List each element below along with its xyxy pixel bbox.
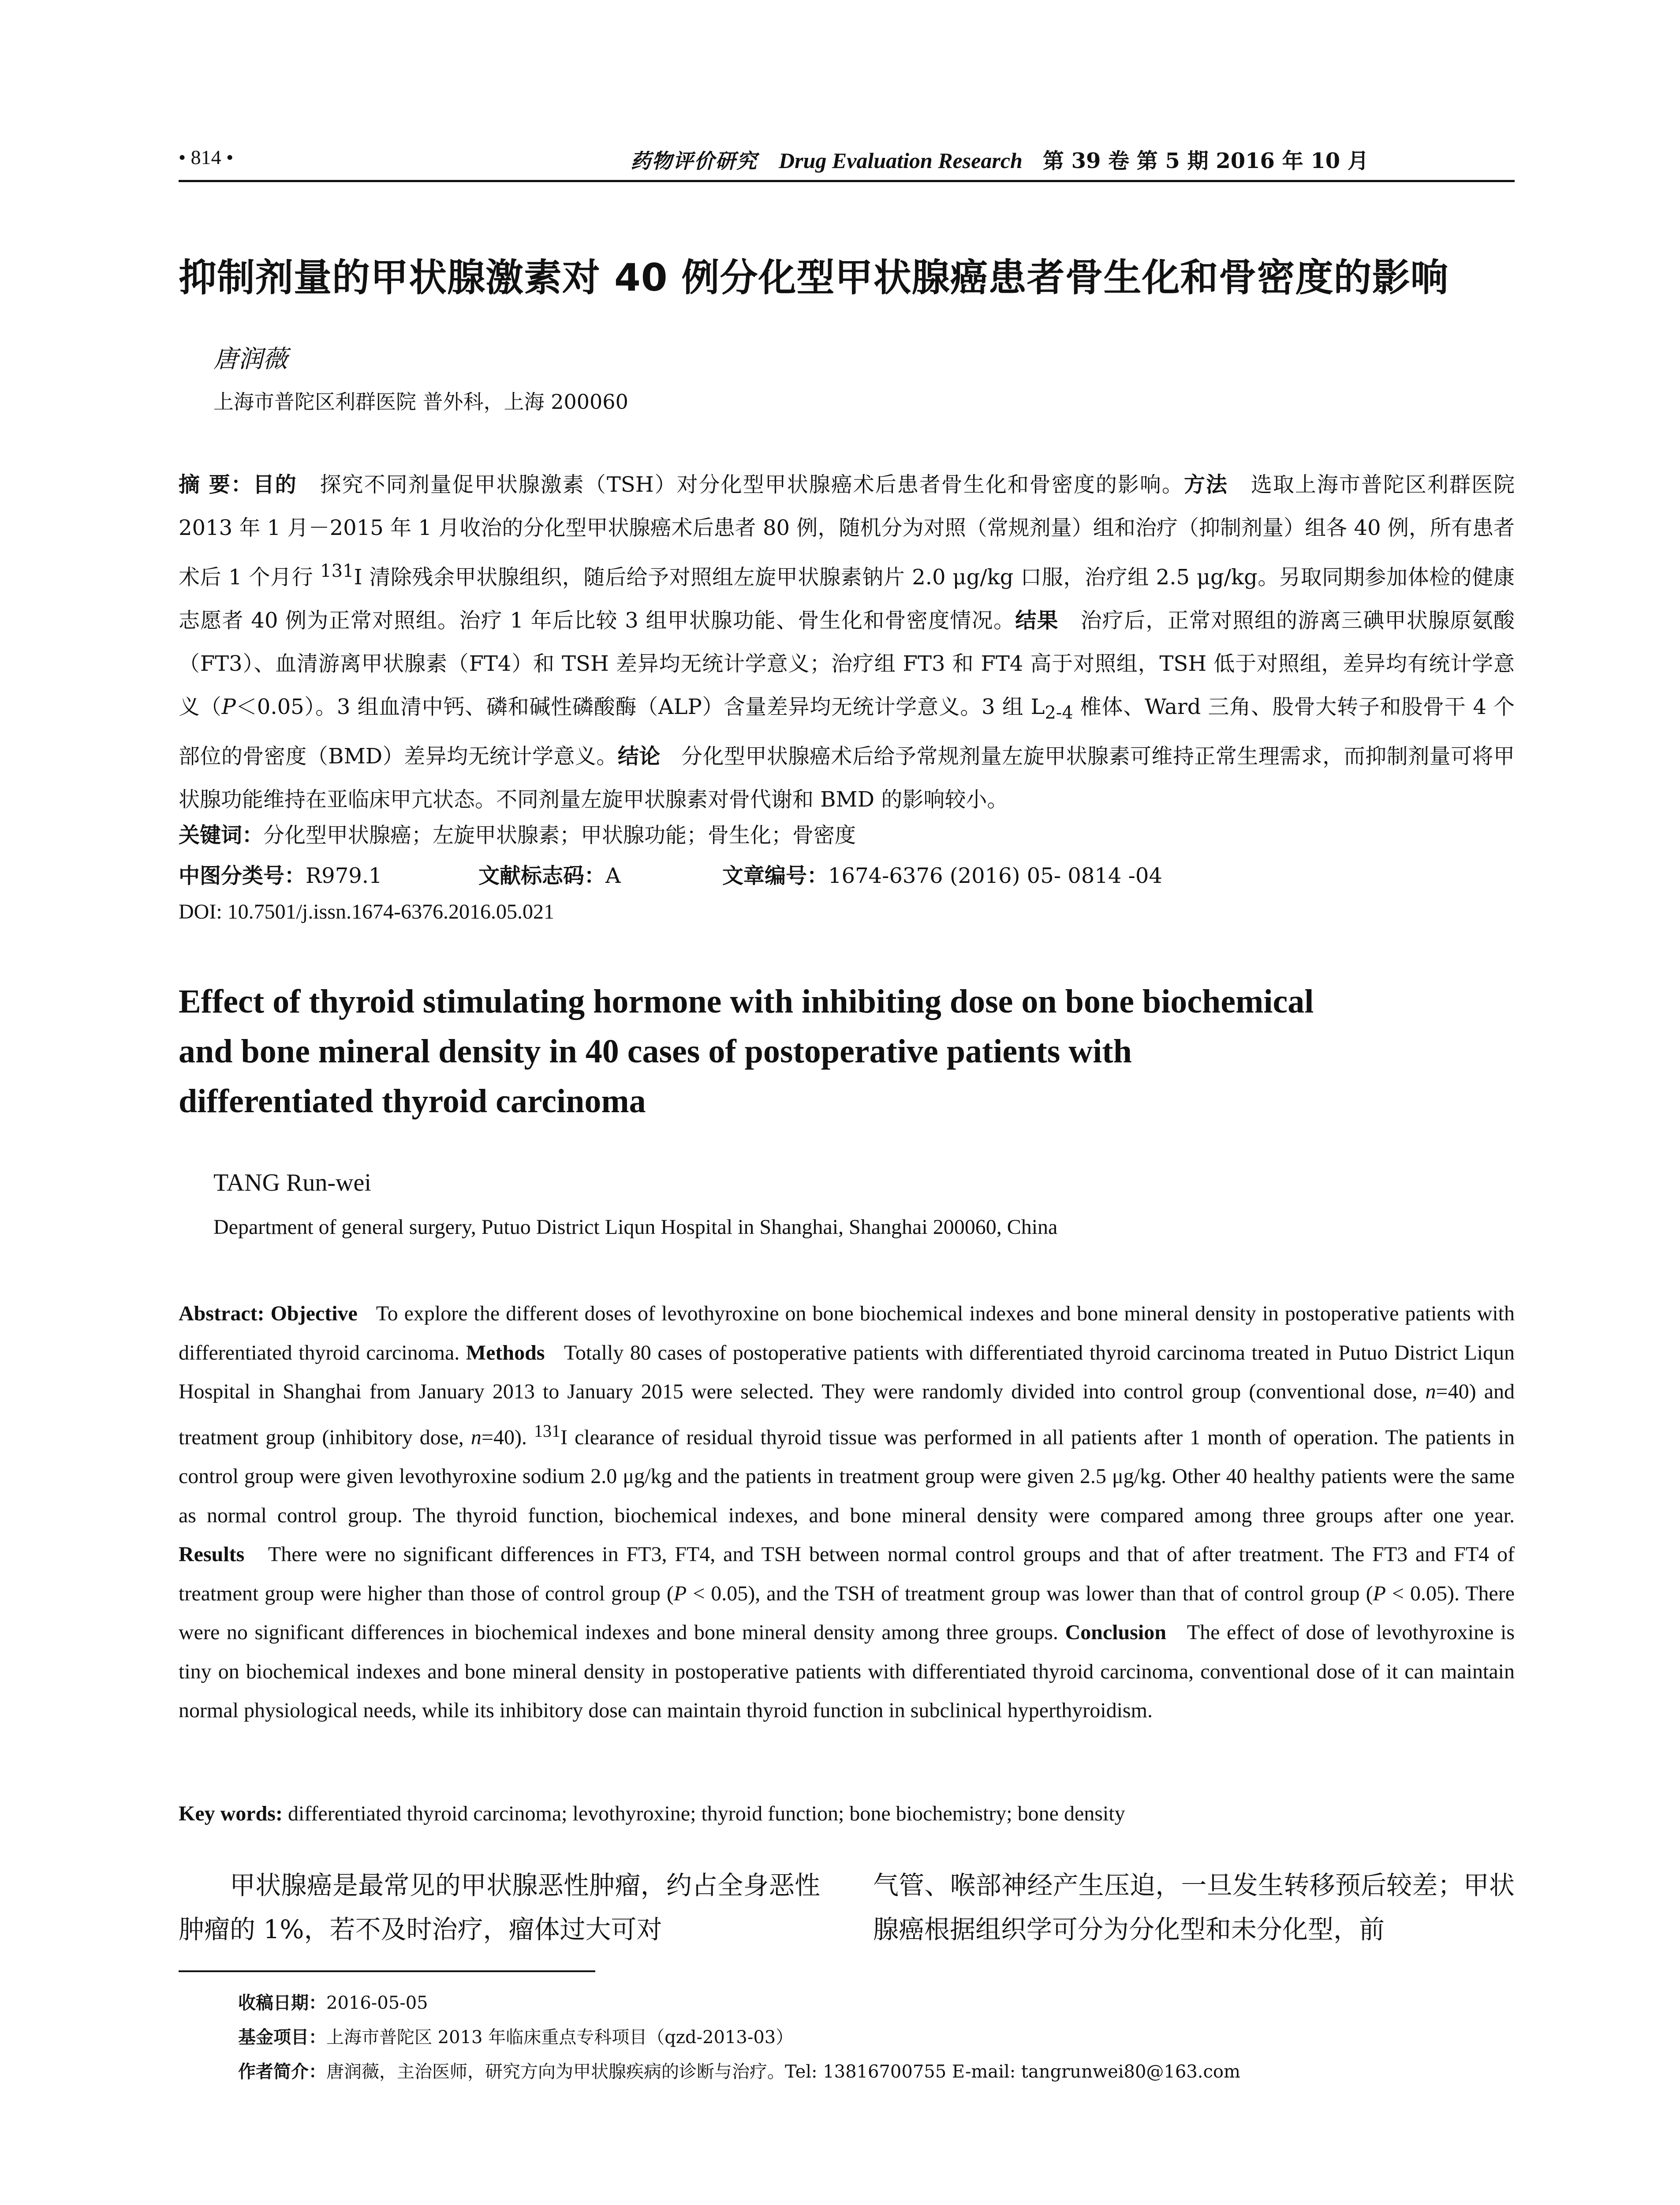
en-title-line: Effect of thyroid stimulating hormone with inhibiting dose on bone biochemical [179, 983, 1314, 1020]
en-conclusion-text: The effect of dose of levothyroxine is tiny on biochemical indexes and bone mineral density in postoperative patients with differentiated thyroid carcinoma, conventional dose of it can maintain normal physiological needs, while its inhibitory dose can maintain thyroid function in subclinical hyperthyroidism. [179, 1621, 1515, 1722]
en-abstract-label: Abstract: [179, 1302, 265, 1325]
en-author: TANG Run-wei [213, 1169, 371, 1196]
en-keywords-text: differentiated thyroid carcinoma; levothyroxine; thyroid function; bone biochemistry; bone density [287, 1802, 1125, 1825]
en-affiliation: Department of general surgery, Putuo District Liqun Hospital in Shanghai, Shanghai 200060, China [213, 1215, 1058, 1239]
cn-methods-sup: 131 [320, 561, 354, 581]
en-results-text: There were no significant differences in FT3, FT4, and TSH between normal control groups and that of after treatment. The FT3 and FT4 of treatment group were higher than those of control group ( [179, 1543, 1515, 1605]
en-methods-text-2: =40) and treatment group (inhibitory dose, [179, 1380, 1515, 1449]
en-title [179, 977, 1515, 1126]
footnote-rule [179, 1970, 595, 1972]
cn-objective-text: 探究不同剂量促甲状腺激素（TSH）对分化型甲状腺癌术后患者骨生化和骨密度的影响。 [320, 472, 1184, 497]
footnote-received [238, 1989, 428, 2014]
journal-masthead [631, 144, 1369, 174]
cn-classification [179, 859, 382, 889]
en-results-text-3: < 0.05). There were no significant differences in biochemical indexes and bone mineral density among three groups. [179, 1581, 1515, 1644]
article-no-label: 文章编号： [722, 863, 829, 888]
author-info-label: 作者简介： [238, 2062, 326, 2082]
en-objective-text: To explore the different doses of levothyroxine on bone biochemical indexes and bone mineral density in postoperative patients with differentiated thyroid carcinoma. [179, 1302, 1515, 1364]
footnote-fund [238, 2023, 793, 2048]
cn-author: 唐润薇 [213, 345, 287, 374]
en-methods-text: Totally 80 cases of postoperative patients with differentiated thyroid carcinoma treated in Putuo District Liqun Hospital in Shanghai from January 2013 to January 2015 were selected. They were randomly divided into control group (conventional dose, [179, 1341, 1515, 1403]
cn-methods-text-2: I 清除残余甲状腺组织，随后给予对照组左旋甲状腺素钠片 2.0 μg/kg 口服，治疗组 2.5 μg/kg。另取同期参加体检的健康志愿者 40 例为正常对照组。治疗 1 年后比较 3 组甲状腺功能、骨生化和骨密度情况。 [179, 565, 1515, 633]
en-n-italic: n [1425, 1380, 1436, 1403]
cn-title: 抑制剂量的甲状腺激素对 40 例分化型甲状腺癌患者骨生化和骨密度的影响 [179, 256, 1449, 300]
cn-doc-code [478, 859, 621, 889]
en-title-line: and bone mineral density in 40 cases of postoperative patients with [179, 1033, 1132, 1070]
clc-value: R979.1 [306, 863, 382, 888]
en-keywords-label: Key words: [179, 1802, 283, 1825]
article-no-value: 1674-6376 (2016) 05- 0814 -04 [828, 863, 1162, 888]
en-p-italic: P [673, 1581, 687, 1605]
en-keywords [179, 1801, 1125, 1826]
cn-abstract [179, 463, 1515, 821]
received-label: 收稿日期： [238, 1993, 326, 2013]
body-column-right: 气管、喉部神经产生压迫，一旦发生转移预后较差；甲状腺癌根据组织学可分为分化型和未分化型，前 [873, 1870, 1515, 1944]
cn-conclusion-text: 分化型甲状腺癌术后给予常规剂量左旋甲状腺素可维持正常生理需求，而抑制剂量可将甲状腺功能维持在亚临床甲亢状态。不同剂量左旋甲状腺素对骨代谢和 BMD 的影响较小。 [179, 744, 1515, 812]
cn-objective-label: 目的 [253, 472, 297, 497]
en-title-line: differentiated thyroid carcinoma [179, 1083, 646, 1120]
doc-code-label: 文献标志码： [478, 863, 606, 888]
cn-results-sub: 2-4 [1045, 703, 1073, 723]
clc-label: 中图分类号： [179, 863, 306, 888]
cn-results-text-2: ＜0.05）。3 组血清中钙、磷和碱性磷酸酶（ALP）含量差异均无统计学意义。3 组 L [235, 695, 1045, 719]
cn-keywords-text: 分化型甲状腺癌；左旋甲状腺素；甲状腺功能；骨生化；骨密度 [263, 823, 856, 848]
cn-methods-label: 方法 [1183, 472, 1228, 497]
cn-results-p: P [221, 695, 236, 719]
cn-keywords-label: 关键词： [179, 823, 264, 848]
running-header [179, 140, 1515, 182]
cn-results-text-3: 椎体、Ward 三角、股骨大转子和股骨干 4 个部位的骨密度（BMD）差异均无统计学意义。 [179, 695, 1515, 769]
body-column-left: 甲状腺癌是最常见的甲状腺恶性肿瘤，约占全身恶性肿瘤的 1%，若不及时治疗，瘤体过大可对 [179, 1870, 820, 1944]
doc-code-value: A [605, 863, 621, 888]
en-conclusion-label: Conclusion [1065, 1621, 1166, 1644]
fund-value: 上海市普陀区 2013 年临床重点专科项目（qzd-2013-03） [326, 2027, 794, 2048]
en-methods-label: Methods [466, 1341, 545, 1364]
en-p-italic: P [1373, 1581, 1386, 1605]
footnote-author [238, 2058, 1240, 2083]
en-methods-text-4: I clearance of residual thyroid tissue was performed in all patients after 1 month of operation. The patients in control group were given levothyroxine sodium 2.0 μg/kg and the patients in treatment group were given 2.5 μg/kg. Other 40 healthy patients were the same as normal control group. The thyroid function, biochemical indexes, and bone mineral density were compared among three groups after one year. [179, 1425, 1515, 1527]
fund-label: 基金项目： [238, 2027, 326, 2048]
en-n-italic: n [470, 1425, 482, 1449]
page-number: • 814 • [179, 146, 234, 168]
cn-results-label: 结果 [1015, 608, 1059, 633]
en-abstract [179, 1294, 1515, 1730]
cn-conclusion-label: 结论 [617, 744, 661, 769]
cn-affiliation: 上海市普陀区利群医院 普外科，上海 200060 [213, 390, 628, 414]
cn-results-text: 治疗后，正常对照组的游离三碘甲状腺原氨酸（FT3）、血清游离甲状腺素（FT4）和 TSH 差异均无统计学意义；治疗组 FT3 和 FT4 高于对照组，TSH 低于对照组，差异均有统计学意义（ [179, 608, 1515, 719]
en-results-label: Results [179, 1543, 245, 1566]
en-objective-label: Objective [270, 1302, 358, 1325]
doi: DOI: 10.7501/j.issn.1674-6376.2016.05.021 [179, 900, 554, 923]
journal-name-en: Drug Evaluation Research [779, 148, 1023, 173]
cn-methods-text: 选取上海市普陀区利群医院 2013 年 1 月－2015 年 1 月收治的分化型甲状腺癌术后患者 80 例，随机分为对照（常规剂量）组和治疗（抑制剂量）组各 40 例，所有患者术后 1 个月行 [179, 472, 1515, 590]
journal-logo-cn: 药物评价研究 [631, 149, 758, 173]
en-sup-131: 131 [534, 1420, 561, 1441]
author-info-value: 唐润薇，主治医师，研究方向为甲状腺疾病的诊断与治疗。Tel: 13816700755 E-mail: tangrunwei80@163.com [326, 2062, 1240, 2082]
cn-abstract-label: 摘 要： [179, 472, 253, 497]
received-value: 2016-05-05 [326, 1993, 428, 2013]
cn-keywords [179, 818, 856, 848]
cn-article-no [722, 859, 1162, 889]
en-methods-text-3: =40). [481, 1425, 534, 1449]
en-results-text-2: < 0.05), and the TSH of treatment group was lower than that of control group ( [687, 1581, 1373, 1605]
journal-issue: 第 39 卷 第 5 期 2016 年 10 月 [1042, 149, 1369, 173]
